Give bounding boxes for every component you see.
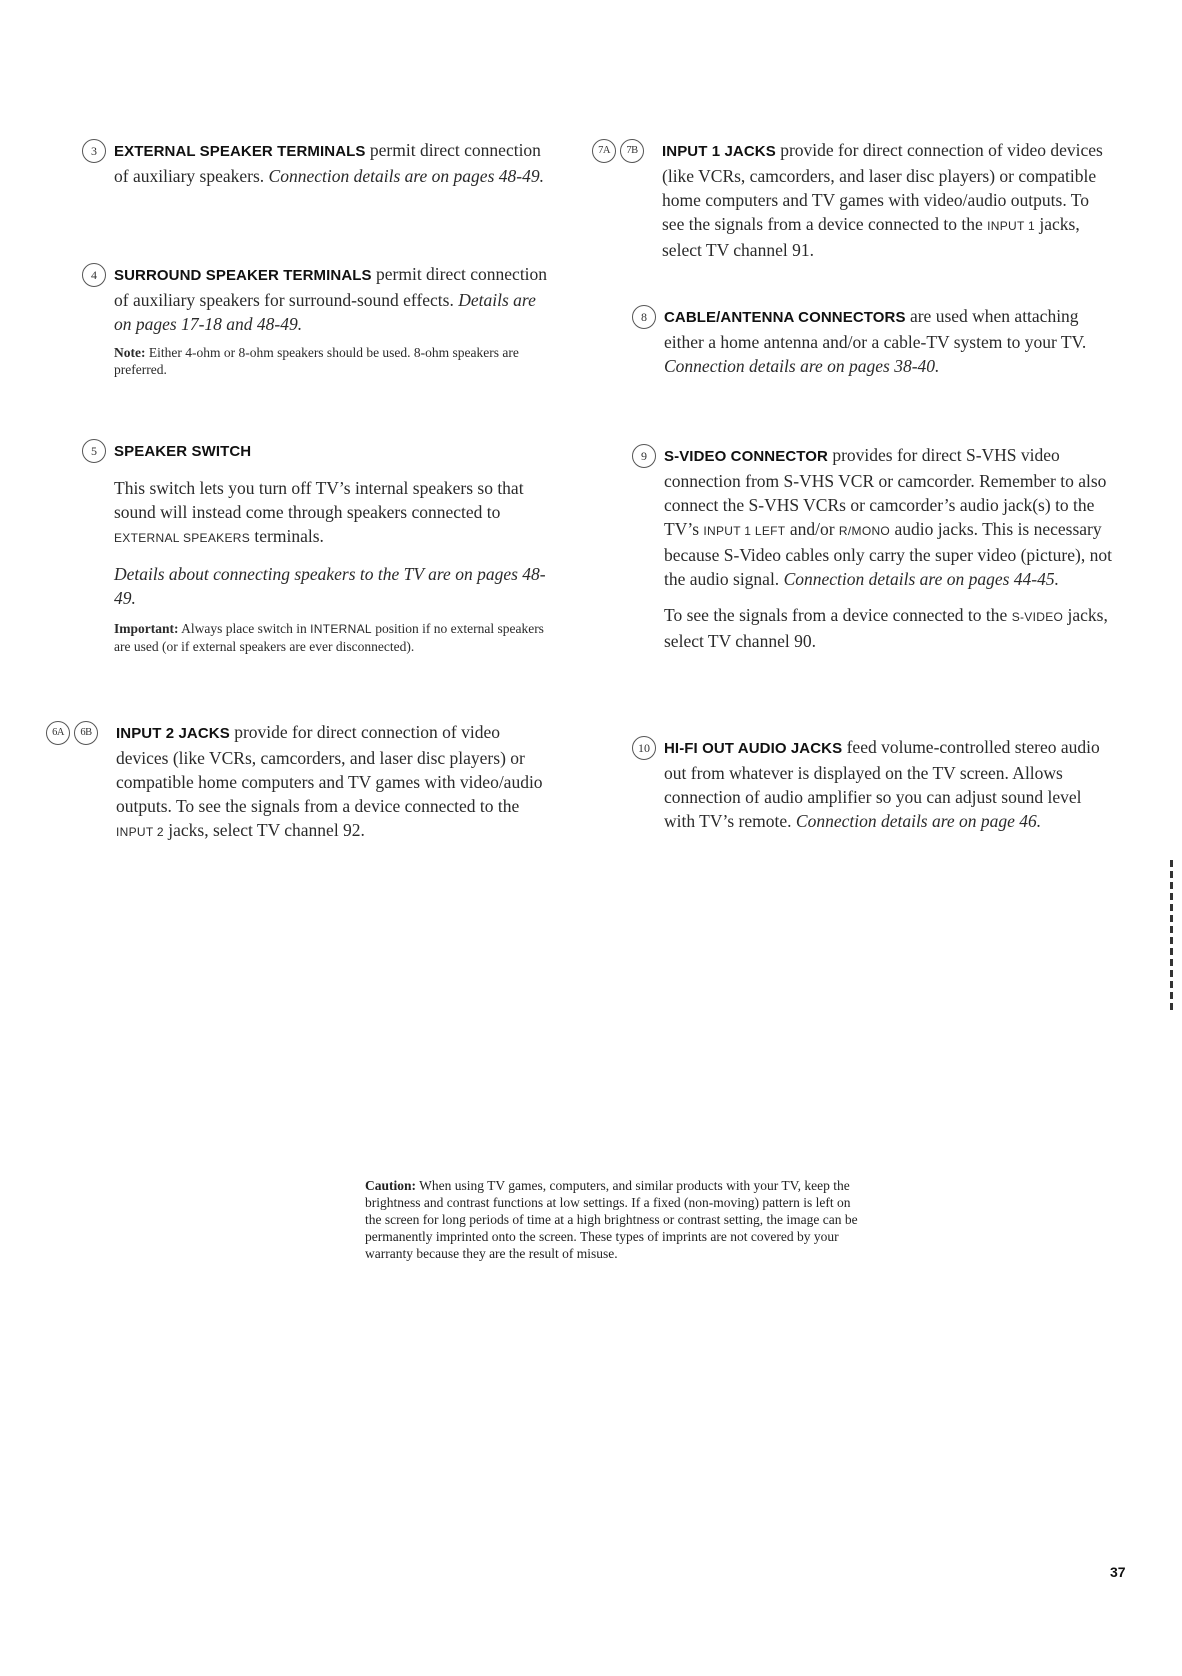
speaker-switch-details: Details about connecting speakers to the TV are on pages 48-49. [114,564,546,608]
section-cable-antenna-connectors [632,304,1112,378]
section-title: INPUT 1 JACKS [662,143,776,160]
section-title: INPUT 2 JACKS [116,725,230,742]
callout-badge: 7A [592,139,616,163]
speaker-switch-important: Important: Always place switch in INTERNAL position if no external speakers are used (or if external speakers are ever disconnected). [114,621,544,654]
hi-fi-paragraph: 10 HI-FI OUT AUDIO JACKS feed volume-controlled stereo audio out from whatever is displayed on the TV screen. Allows connection of audio amplifier so you can adjust sound level with TV’s remote. Connection details are on page 46. [632,735,1112,833]
caution-notice: Caution: When using TV games, computers, and similar products with your TV, keep the brightness and contrast functions at low settings. If a fixed (non-moving) pattern is left on the screen for long periods of time at a high brightness or contrast setting, the image can be permanently imprinted onto the screen. These types of imprints are not covered by your warranty because they are the result of misuse. [365,1178,858,1261]
s-video-channel: To see the signals from a device connected to the S-VIDEO jacks, select TV channel 90. [664,605,1108,651]
callout-badge: 4 [82,263,106,287]
surround-paragraph: 4 SURROUND SPEAKER TERMINALS permit direct connection of auxiliary speakers for surround-sound effects. Details are on pages 17-18 and 48-49. [82,262,552,336]
cable-paragraph: 8 CABLE/ANTENNA CONNECTORS are used when attaching either a home antenna and/or a cable-TV system to your TV. Connection details are on pages 38-40. [632,304,1112,378]
callout-badge: 8 [632,305,656,329]
callout-badge: 6B [74,721,98,745]
section-speaker-switch [82,438,552,655]
callout-badge: 6A [46,721,70,745]
input-2-paragraph: 6A 6B INPUT 2 JACKS provide for direct connection of video devices (like VCRs, camcorders, and laser disc players) or compatible home computers and TV games with video/audio outputs. To see the signals from a device connected to the INPUT 2 jacks, select TV channel 92. [46,720,552,844]
external-speaker-paragraph: 3 EXTERNAL SPEAKER TERMINALS permit direct connection of auxiliary speakers. Connection details are on pages 48-49. [82,138,552,188]
section-title: S-VIDEO CONNECTOR [664,448,828,465]
section-title: HI-FI OUT AUDIO JACKS [664,740,843,757]
page-number: 37 [1110,1564,1126,1580]
speaker-switch-heading [82,438,552,464]
input-1-paragraph: 7A 7B INPUT 1 JACKS provide for direct connection of video devices (like VCRs, camcorders, and laser disc players) or compatible home computers and TV games with video/audio outputs. To see the signals from a device connected to the INPUT 1 jacks, select TV channel 91. [592,138,1112,262]
section-hi-fi-out-audio-jacks [632,735,1112,833]
section-input-1-jacks [592,138,1112,262]
page-edge-tab-mark [1170,860,1173,1010]
callout-badge: 10 [632,736,656,760]
section-input-2-jacks [46,720,552,844]
section-s-video-connector [632,443,1112,653]
section-external-speaker-terminals [82,138,552,188]
s-video-paragraph: 9 S-VIDEO CONNECTOR provides for direct S-VHS video connection from S-VHS VCR or camcorder. Remember to also connect the S-VHS VCRs or camcorder’s audio jack(s) to the TV’s INPUT 1 LEFT and/or R/MONO audio jacks. This is necessary because S-Video cables only carry the super video (picture), not the audio signal. Connection details are on pages 44-45. [632,443,1112,591]
section-title: EXTERNAL SPEAKER TERMINALS [114,143,366,160]
section-title: SPEAKER SWITCH [114,443,252,460]
section-title: CABLE/ANTENNA CONNECTORS [664,309,906,326]
section-title: SURROUND SPEAKER TERMINALS [114,267,372,284]
speaker-switch-paragraph: This switch lets you turn off TV’s internal speakers so that sound will instead come through speakers connected to EXTERNAL SPEAKERS terminals. [114,478,524,546]
surround-note: Note: Either 4-ohm or 8-ohm speakers should be used. 8-ohm speakers are preferred. [114,345,519,377]
callout-badge: 3 [82,139,106,163]
section-surround-speaker-terminals [82,262,552,378]
callout-badge: 9 [632,444,656,468]
callout-badge: 5 [82,439,106,463]
callout-badge: 7B [620,139,644,163]
